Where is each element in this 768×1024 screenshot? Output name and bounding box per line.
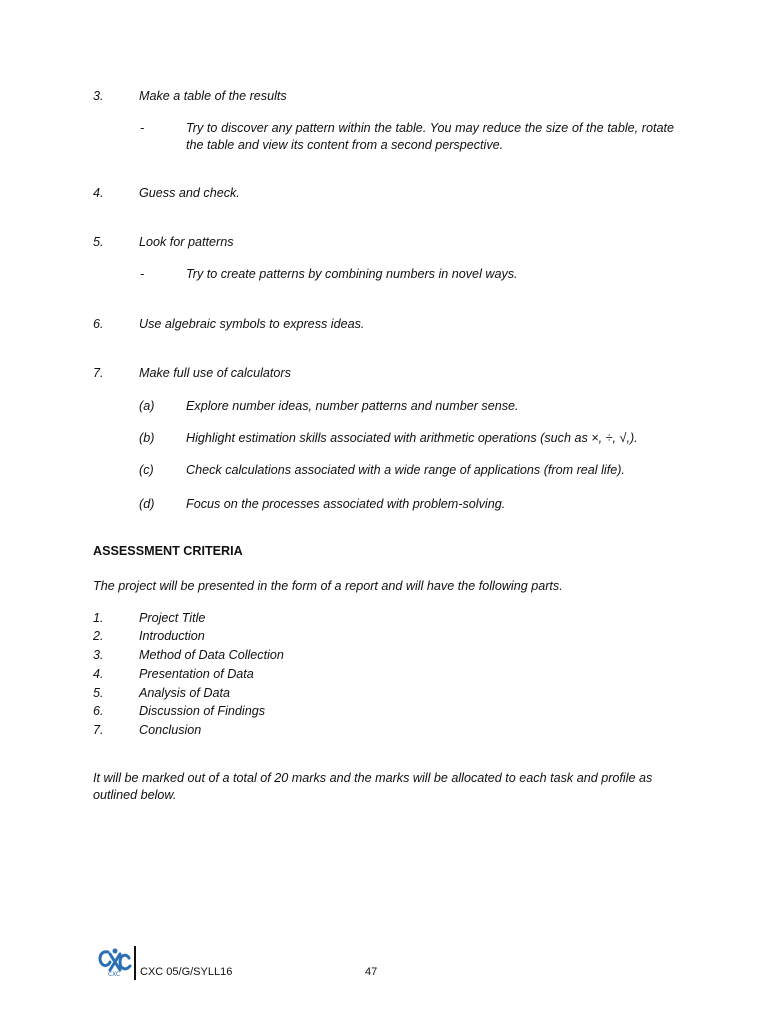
sub-label: (a) <box>139 399 155 413</box>
sub-item-text: Explore number ideas, number patterns and number sense. <box>186 399 519 413</box>
cxc-logo-icon <box>96 946 132 978</box>
sub-label: (b) <box>139 431 155 445</box>
page-number: 47 <box>365 966 378 978</box>
footer-divider <box>134 946 136 980</box>
list-item: Introduction <box>139 629 205 643</box>
list-item: Conclusion <box>139 723 202 737</box>
step-number: 7. <box>93 366 104 380</box>
closing-paragraph: It will be marked out of a total of 20 marks and the marks will be allocated to each task and profile as outlined below. <box>93 771 653 802</box>
sub-label: (d) <box>139 497 155 511</box>
list-number: 2. <box>93 629 104 643</box>
step-text: Make a table of the results <box>139 89 287 103</box>
sub-label: (c) <box>139 463 154 477</box>
sub-bullet-text: Try to create patterns by combining numbers in novel ways. <box>186 267 518 281</box>
bullet-dash: - <box>140 121 145 135</box>
list-item: Method of Data Collection <box>139 648 284 662</box>
section-heading: ASSESSMENT CRITERIA <box>93 544 243 558</box>
sub-item-text: Check calculations associated with a wide range of applications (from real life). <box>186 463 625 477</box>
step-number: 3. <box>93 89 104 103</box>
bullet-dash: - <box>140 267 145 281</box>
sub-item-text: Focus on the processes associated with problem-solving. <box>186 497 506 511</box>
step-text: Look for patterns <box>139 235 234 249</box>
list-number: 4. <box>93 667 104 681</box>
step-number: 6. <box>93 317 104 331</box>
step-number: 4. <box>93 186 104 200</box>
sub-item-text: Highlight estimation skills associated with arithmetic operations (such as ×, ÷, √,). <box>186 431 638 445</box>
list-number: 1. <box>93 611 104 625</box>
step-text: Use algebraic symbols to express ideas. <box>139 317 365 331</box>
logo-text: CXC <box>107 971 121 978</box>
list-item: Presentation of Data <box>139 667 254 681</box>
intro-paragraph: The project will be presented in the form of a report and will have the following parts. <box>93 579 563 593</box>
step-text: Guess and check. <box>139 186 240 200</box>
list-item: Analysis of Data <box>139 686 230 700</box>
list-number: 7. <box>93 723 104 737</box>
list-number: 5. <box>93 686 104 700</box>
step-number: 5. <box>93 235 104 249</box>
cxc-logo <box>96 946 132 978</box>
list-number: 6. <box>93 704 104 718</box>
document-code: CXC 05/G/SYLL16 <box>140 966 233 978</box>
list-number: 3. <box>93 648 104 662</box>
step-text: Make full use of calculators <box>139 366 291 380</box>
list-item: Discussion of Findings <box>139 704 265 718</box>
list-item: Project Title <box>139 611 206 625</box>
sub-bullet-text: Try to discover any pattern within the table. You may reduce the size of the table, rotate the table and view its content from a second perspective. <box>186 121 674 152</box>
